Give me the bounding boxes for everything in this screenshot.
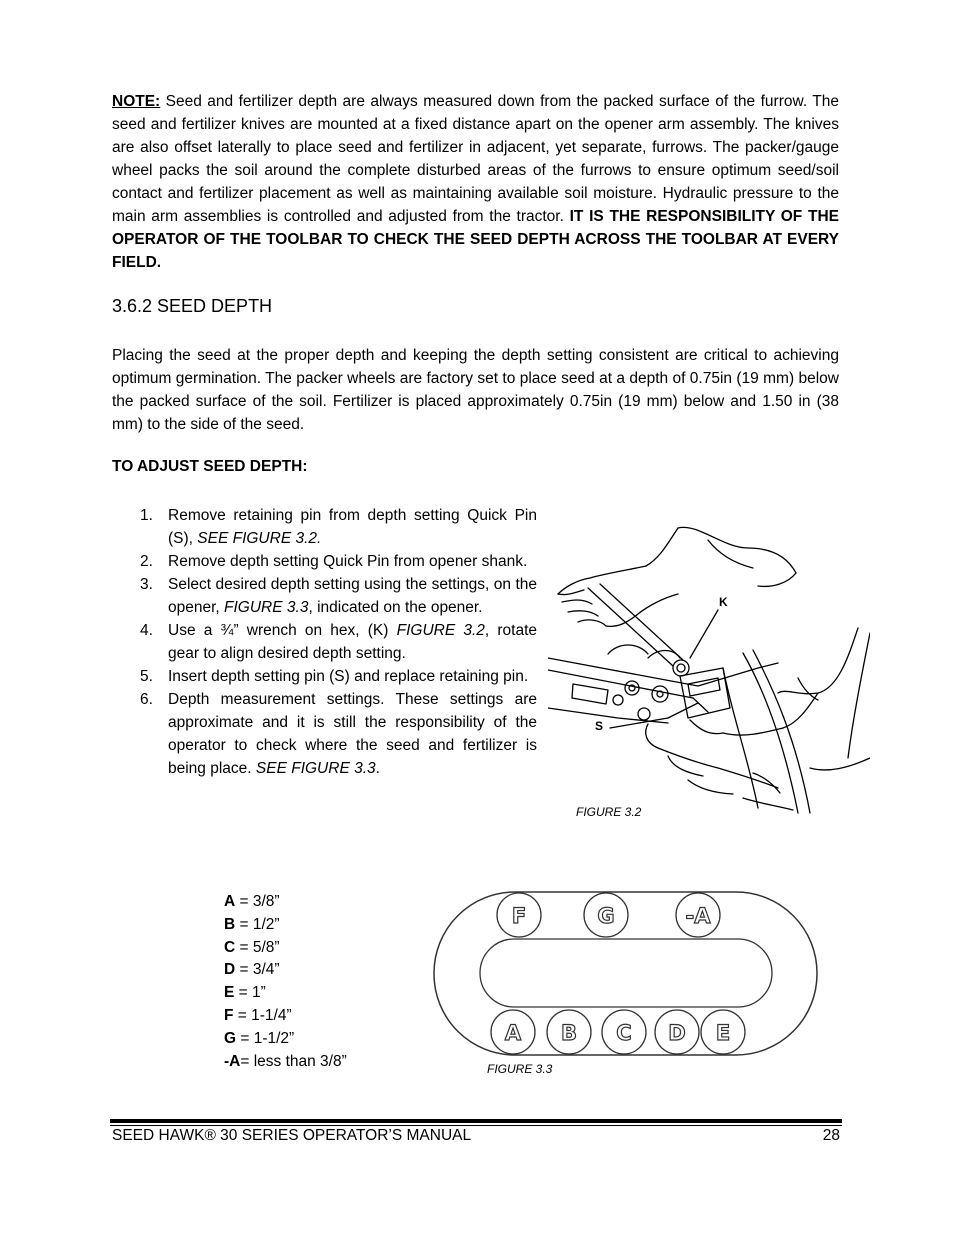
step-text: Insert depth setting pin (S) and replace retaining pin. xyxy=(168,668,529,685)
list-item xyxy=(112,504,537,550)
legend-item: F = 1-1/4” xyxy=(224,1006,292,1024)
step-text: Depth measurement settings. These settings are approximate and it is still the responsibility of the operator to check where the seed and fertilizer is being place. xyxy=(168,691,537,777)
figure-reference: FIGURE 3.3 xyxy=(224,599,309,616)
list-item xyxy=(112,665,537,688)
step-text: Remove depth setting Quick Pin from opener shank. xyxy=(168,553,528,570)
step-text: Select desired depth setting using the settings, on the opener, xyxy=(168,576,537,616)
depth-mark-label-top-1: G xyxy=(597,904,615,928)
list-item xyxy=(112,550,537,573)
figure-reference: SEE FIGURE 3.2. xyxy=(197,530,322,547)
seed-depth-paragraph: Placing the seed at the proper depth and keeping the depth setting consistent are critical to achieving optimum germination. The packer wheels are factory set to place seed at a depth of 0.75in (19 mm) below the packed surface of the soil. Fertilizer is placed approximately 0.75in (19 mm) below and 1.50 in (38 mm) to the side of the seed. xyxy=(112,347,839,433)
figure-3-2-illustration xyxy=(548,518,870,818)
step-text-end: , rotate gear to align desired depth setting. xyxy=(168,622,537,662)
step-number: 4. xyxy=(140,622,153,639)
figure-reference: FIGURE 3.2 xyxy=(396,622,485,639)
legend-item: A = 3/8” xyxy=(224,893,280,910)
footer-rule-thin xyxy=(110,1125,842,1126)
figure-3-2-caption: FIGURE 3.2 xyxy=(576,805,642,819)
depth-mark-label-top-2: -A xyxy=(685,904,711,928)
step-text: Remove retaining pin from depth setting Quick Pin (S), xyxy=(168,507,537,547)
note-paragraph xyxy=(112,90,839,274)
figure-3-2-label-s: S xyxy=(595,719,604,733)
list-item xyxy=(112,688,537,780)
legend-item: C = 5/8” xyxy=(224,938,280,956)
legend-item: B = 1/2” xyxy=(224,915,280,933)
legend-item: D = 3/4” xyxy=(224,961,280,979)
footer-manual-title: SEED HAWK® 30 SERIES OPERATOR’S MANUAL xyxy=(112,1127,472,1144)
legend-item: -A= less than 3/8” xyxy=(224,1052,347,1070)
section-heading: 3.6.2 SEED DEPTH xyxy=(112,296,273,316)
step-number: 3. xyxy=(140,576,153,593)
depth-mark-label-bottom-2: C xyxy=(616,1021,632,1045)
step-text-end: . xyxy=(375,760,380,777)
footer-page-number: 28 xyxy=(822,1127,840,1144)
depth-mark-label-bottom-3: D xyxy=(668,1021,686,1045)
step-text: Use a ¾” wrench on hex, (K) xyxy=(168,622,397,639)
depth-mark-label-bottom-0: A xyxy=(504,1021,522,1045)
step-number: 6. xyxy=(140,691,153,708)
step-number: 1. xyxy=(140,507,153,524)
step-number: 5. xyxy=(140,668,153,685)
legend-item: E = 1” xyxy=(224,984,266,1002)
list-item xyxy=(112,619,537,665)
depth-mark-label-top-0: F xyxy=(511,904,527,928)
list-item xyxy=(112,573,537,619)
note-text: Seed and fertilizer depth are always measured down from the packed surface of the furrow. The seed and fertilizer knives are mounted at a fixed distance apart on the opener arm assembly. The knives are also offset laterally to place seed and fertilizer in adjacent, yet separate, furrows. The packer/gauge wheel packs the soil around the complete disturbed areas of the furrows to ensure optimum seed/soil contact and fertilizer placement as well as maintaining available soil moisture. Hydraulic pressure to the main arm assemblies is controlled and adjusted from the tractor. xyxy=(112,93,839,225)
depth-mark-label-bottom-4: E xyxy=(715,1021,731,1045)
depth-legend xyxy=(224,891,347,1073)
figure-3-2-label-k: K xyxy=(719,595,728,609)
figure-reference: SEE FIGURE 3.3 xyxy=(255,760,376,777)
adjust-heading: TO ADJUST SEED DEPTH: xyxy=(112,458,308,475)
step-number: 2. xyxy=(140,553,153,570)
note-label: NOTE: xyxy=(112,93,161,110)
step-text-end: , indicated on the opener. xyxy=(308,599,483,616)
footer-rule-thick xyxy=(110,1119,842,1123)
legend-item: G = 1-1/2” xyxy=(224,1029,295,1047)
depth-mark-label-bottom-1: B xyxy=(560,1021,578,1045)
note-warning: IT IS THE RESPONSIBILITY OF THE OPERATOR OF THE TOOLBAR TO CHECK THE SEED DEPTH ACROSS THE TOOLBAR AT EVERY FIELD. xyxy=(112,208,839,271)
figure-3-3-caption: FIGURE 3.3 xyxy=(487,1062,553,1076)
figure-3-3-depth-plate xyxy=(430,888,822,1060)
adjust-steps-list xyxy=(112,504,537,780)
